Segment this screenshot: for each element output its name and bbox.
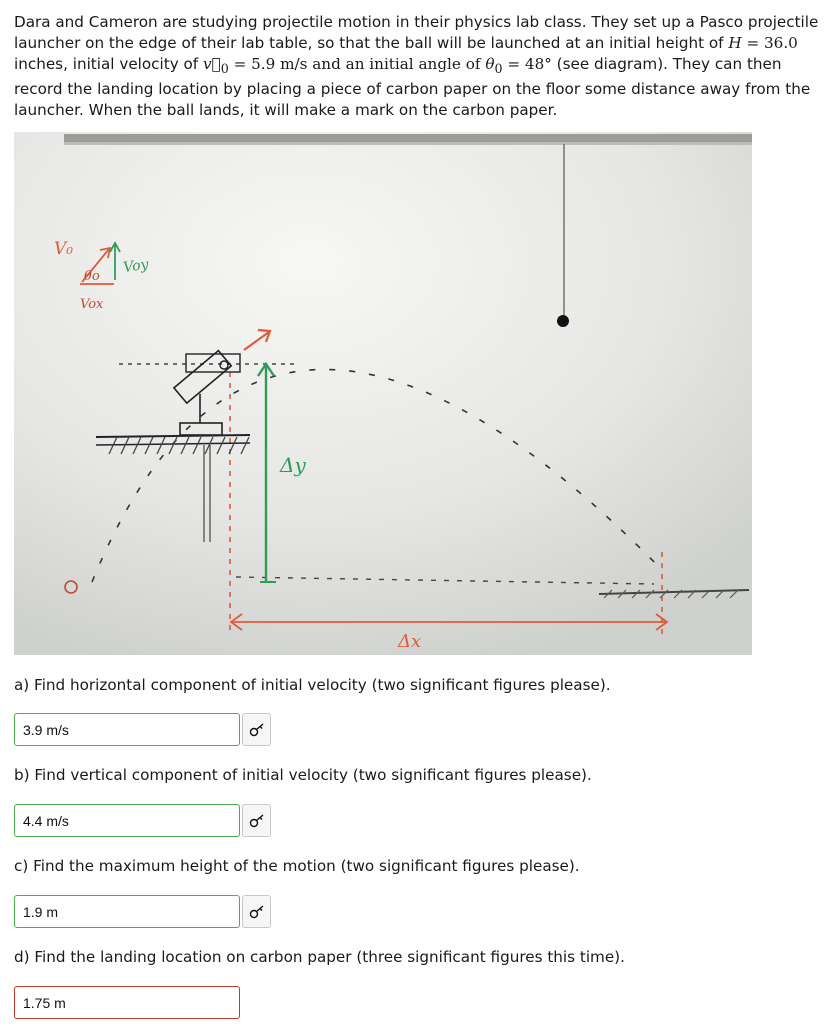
key-button-b[interactable] bbox=[242, 804, 271, 837]
key-icon bbox=[249, 723, 265, 737]
key-icon bbox=[249, 905, 265, 919]
question-a: a) Find horizontal component of initial velocity (two significant figures please). bbox=[14, 676, 611, 694]
whiteboard-rail bbox=[64, 134, 752, 142]
projectile-diagram-photo bbox=[14, 132, 752, 655]
answer-input-c[interactable]: 1.9 m bbox=[14, 895, 240, 928]
answer-input-b[interactable]: 4.4 m/s bbox=[14, 804, 240, 837]
whiteboard-background bbox=[14, 132, 752, 655]
key-icon bbox=[249, 814, 265, 828]
key-button-a[interactable] bbox=[242, 713, 271, 746]
key-button-c[interactable] bbox=[242, 895, 271, 928]
question-c: c) Find the maximum height of the motion (two significant figures please). bbox=[14, 857, 580, 875]
plumb-bob bbox=[557, 315, 569, 327]
question-b: b) Find vertical component of initial velocity (two significant figures please). bbox=[14, 766, 592, 784]
label-theta: θo bbox=[84, 269, 100, 284]
label-dy: Δy bbox=[280, 453, 306, 477]
answer-input-a[interactable]: 3.9 m/s bbox=[14, 713, 240, 746]
label-dx: Δx bbox=[398, 631, 422, 652]
question-d: d) Find the landing location on carbon paper (three significant figures this time). bbox=[14, 948, 625, 966]
label-v0: V₀ bbox=[54, 239, 74, 259]
answer-input-d[interactable]: 1.75 m bbox=[14, 986, 240, 1019]
label-vox: Vox bbox=[80, 297, 104, 312]
problem-statement: Dara and Cameron are studying projectile motion in their physics lab class. They set up a Pasco projectile launcher on the edge of their lab table, so that the ball will be launched at an initial height of H = 36.0 inches, initial velocity of $v⃗_0 = 5.9$ m/s and an initial angle of $\theta_0 = 48^\circ$ (see diagram). They can then record the landing location by placing a piece of carbon paper on the floor some distance away from the launcher. When the ball lands, it will make a mark on the carbon paper. bbox=[14, 13, 819, 120]
label-voy: Voy bbox=[122, 256, 150, 276]
